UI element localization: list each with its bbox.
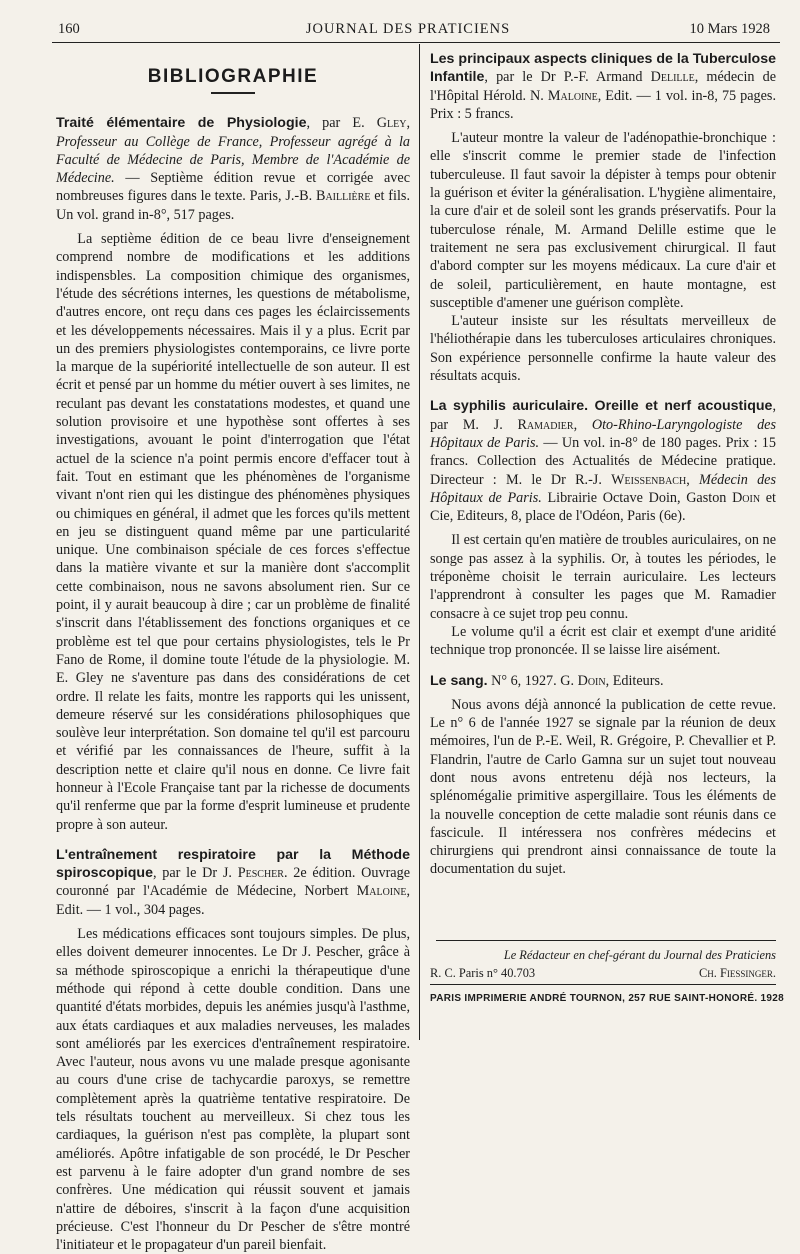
citation-part: Librairie Octave Doin, Gaston bbox=[541, 489, 733, 506]
citation-part: Gley bbox=[376, 115, 407, 132]
citation-part: , bbox=[686, 471, 699, 488]
left-column-content bbox=[56, 114, 410, 1254]
issue-date: 10 Mars 1928 bbox=[689, 21, 770, 37]
citation-part: Médecin des Hôpitaux de Paris. bbox=[430, 471, 776, 506]
citation-part: . 2e édition. Ouvrage couronné par l'Académie de Médecine, Norbert bbox=[56, 865, 410, 900]
review-title: La syphilis auriculaire. Oreille et nerf acoustique bbox=[430, 398, 773, 415]
review-entry bbox=[430, 672, 776, 879]
review-citation bbox=[430, 672, 776, 690]
review-title: Traité élémentaire de Physiologie bbox=[56, 115, 307, 132]
right-column-content bbox=[430, 50, 776, 879]
journal-title: JOURNAL DES PRATICIENS bbox=[305, 21, 511, 37]
citation-part: , par M. J. bbox=[430, 398, 776, 433]
review-entry bbox=[56, 114, 410, 834]
review-entry bbox=[430, 397, 776, 659]
citation-part: , Edit. — 1 vol., 304 pages. bbox=[56, 883, 410, 918]
editor-line: Le Rédacteur en chef-gérant du Journal des Praticiens bbox=[503, 948, 776, 962]
review-citation bbox=[430, 50, 776, 123]
section-heading: BIBLIOGRAPHIE bbox=[147, 66, 319, 87]
review-paragraph: Les médications efficaces sont toujours simples. De plus, elles doivent demeurer innocentes. Le Dr J. Pescher, grâce à sa méthode spiroscopique a enrichi la thérapeutique d'une méthode qui répond à cette double condition. Dans une quantité d'états morbides, depuis les anémies jusqu'à l'asthme, aux états cardiaques et aux maladies nerveuses, les malades sont améliorés par les exercices d'entraînement respiratoire. Avec l'auteur, nous avons vu une malade presque agonisante au cours d'une crise de tachycardie paroxys, se remettre complètement après la quatrième tentative respiratoire. De tels résultats touchent au merveilleux. Si chez tous les cardiaques, la guérison n'est pas complète, la plupart sont améliorés. Apôtre infatigable de son procédé, le Dr Pescher est parvenu à le faire adopter d'un grand nombre de ses confrères. Une médication qui réussit souvent et jamais n'attire de déboires, s'inscrit à la façon d'une acquisition précieuse. C'est l'honneur du Dr Pescher de s'être montré l'initiateur et le propagateur d'un pareil bienfait. bbox=[56, 926, 410, 1254]
citation-part: Ramadier bbox=[517, 416, 574, 433]
editor-name: Ch. Fiessinger. bbox=[699, 966, 776, 981]
citation-part: Doin bbox=[732, 489, 761, 506]
citation-part: Maloine bbox=[547, 87, 598, 104]
review-paragraph: L'auteur montre la valeur de l'adénopathie-bronchique : elle s'inscrit comme le premier stade de l'infection tuberculeuse. Il faut savoir la dépister à temps pour obtenir la guérison et éviter la généralisation. L'hygiène alimentaire, la cure d'air et de soleil sont les grands préservatifs. Pour la tuberculose rénale, M. Armand Delille estime que le traitement ne sera pas exclusivement chirurgical. Il faut d'abord compter sur les moyens médicaux. La cure d'air et de soleil, particulièrement, en haute montagne, est susceptible d'amener une guérison complète. bbox=[430, 130, 776, 311]
registry-number: R. C. Paris n° 40.703 bbox=[430, 966, 536, 981]
citation-part: , Edit. — 1 vol. in-8, 75 pages. Prix : 5 francs. bbox=[430, 87, 776, 122]
citation-part: Doin bbox=[577, 672, 606, 689]
review-citation bbox=[56, 114, 410, 224]
citation-part: Professeur au Collège de France, Professeur agrégé à la Faculté de Médecine de Paris, Membre de l'Académie de Médecine. bbox=[56, 133, 410, 187]
citation-part: , par le Dr P.-F. Armand bbox=[484, 69, 651, 86]
review-paragraph: La septième édition de ce beau livre d'enseignement comprend nombre de modifications et les additions indispensbles. La composition chimique des organismes, l'étude des sécrétions internes, les questions de métabolisme, d'autres encore, ont reçu dans ces pages les éclaircissements et les développements nécessaires. Mais il y a plus. Ecrit par un des premiers physiologistes contemporains, ce livre porte la marque de la supériorité intellectuelle de son auteur. Il est écrit et pensé par un homme du métier ouvert à ses limites, ne reculant pas devant les constatations modestes, et quand une solution provisoire et une hypothèse sont offertes à ses investigations, avouant le point d'interrogation que l'état actuel de la science n'a point permis encore d'effacer tout à fait. Tout en estimant que les phénomènes de l'organisme vivant n'ont rien qui les distingue des phénomènes physiques ou chimiques en général, il admet que les forces qu'ils mettent en jeu se distinguent quand même par une particularité unique. Une combinaison spéciale de ces forces s'effectue dans la matière vivante et sur la manière dont s'accomplit cette combinaison, nous ne savons absolument rien. Sur ce point, il y aurait beaucoup à dire ; car un problème de finalité s'inscrit dans l'établissement des fonctions organiques et ce problème est tel que pour certains physiologistes, tels le Pr Fano de Rome, il domine toute l'étude de la physiologie. M. E. Gley ne s'aventure pas dans des considérations de cet ordre. Il relate les faits, montre les rapports qui les unissent, demeure réservé sur les considérations philosophiques que soulève leur interprétation. Son domaine tel qu'il est parcouru et vérifié par les connaissances de l'heure, suffit à la description nette et claire qu'il nous en donne. Ce livre fait honneur à l'Ecole Française tant par la richesse de documents qu'il renferme que par la forme d'esprit lumineuse et prudente propre à son auteur. bbox=[56, 231, 410, 833]
page-number: 160 bbox=[58, 21, 80, 37]
review-paragraph: Il est certain qu'en matière de troubles auriculaires, on ne songe pas assez à la syphilis. Or, à toutes les périodes, le tréponème choisit le terrain auriculaire. Les lecteurs l'apprendront à consulter les pages que M. Ramadier consacre à ce sujet trop peu connu. bbox=[430, 532, 776, 622]
signature-rule bbox=[436, 940, 776, 941]
citation-part: Delille bbox=[650, 69, 695, 86]
citation-part: , bbox=[573, 416, 592, 433]
column-divider bbox=[419, 44, 420, 1040]
citation-part: Weissenbach bbox=[611, 471, 687, 488]
heading-rule bbox=[211, 92, 255, 94]
citation-part: — Un vol. in-8° de 180 pages. Prix : 15 francs. Collection des Actualités de Médecine pratique. Directeur : M. le Dr R.-J. bbox=[430, 434, 776, 488]
review-title: Les principaux aspects cliniques de la Tuberculose Infantile bbox=[430, 51, 776, 86]
review-entry bbox=[430, 50, 776, 385]
review-citation bbox=[56, 846, 410, 919]
citation-part: , par E. bbox=[306, 115, 377, 132]
left-column bbox=[56, 50, 410, 1254]
header-rule bbox=[52, 42, 780, 43]
citation-part: et fils. Un vol. grand in-8°, 517 pages. bbox=[56, 188, 410, 223]
review-paragraph: Nous avons déjà annoncé la publication de cette revue. Le n° 6 de l'année 1927 se signale par la réunion de deux mémoires, l'un de P.-E. Weil, R. Grégoire, P. Chevallier et P. Flandrin, l'autre de Carlo Gamna sur un sujet tout nouveau dont nous avons entretenu déjà nos lecteurs, la splénomégalie primitive aspergillaire. Tous les éléments de la nouvelle conception de cette maladie sont réunis dans ce fascicule. Il intéressera nos confrères médecins et chirurgiens qui prendront ainsi connaissance de toute la documentation du sujet. bbox=[430, 696, 776, 878]
review-title: L'entraînement respiratoire par la Méthode spiroscopique bbox=[56, 846, 410, 882]
citation-part: Baillière bbox=[315, 188, 371, 205]
review-gap bbox=[430, 660, 776, 672]
citation-part: Pescher bbox=[237, 865, 284, 882]
citation-part: , bbox=[406, 115, 410, 132]
running-header bbox=[30, 20, 786, 40]
review-gap bbox=[430, 385, 776, 397]
citation-part: N° 6, 1927. G. bbox=[487, 672, 578, 689]
editor-signature bbox=[430, 946, 776, 983]
printer-imprint: PARIS IMPRIMERIE ANDRÉ TOURNON, 257 RUE SAINT-HONORÉ. 1928 bbox=[430, 993, 784, 1004]
review-gap bbox=[56, 834, 410, 846]
citation-part: , par le Dr J. bbox=[152, 865, 238, 882]
right-column bbox=[430, 50, 776, 879]
citation-part: et Cie, Editeurs, 8, place de l'Odéon, Paris (6e). bbox=[430, 489, 776, 525]
imprint-rule bbox=[430, 984, 776, 985]
citation-part: — Septième édition revue et corrigée avec nombreuses figures dans le texte. Paris, J.-B. bbox=[56, 170, 410, 205]
citation-part: Oto-Rhino-Laryngologiste des Hôpitaux de Paris. bbox=[430, 416, 776, 451]
review-paragraph: L'auteur insiste sur les résultats merveilleux de l'héliothérapie dans les tuberculoses articulaires chroniques. Son expérience personnelle confirme la haute valeur des résultats acquis. bbox=[430, 313, 776, 385]
citation-part: , médecin de l'Hôpital Hérold. N. bbox=[430, 69, 776, 104]
review-title: Le sang. bbox=[430, 672, 488, 689]
citation-part: Maloine bbox=[356, 883, 407, 900]
citation-part: , Editeurs. bbox=[605, 672, 664, 689]
review-citation bbox=[430, 397, 776, 525]
review-paragraph: Le volume qu'il a écrit est clair et exempt d'une aridité technique trop prononcée. Il se laisse lire aisément. bbox=[430, 623, 776, 659]
review-entry bbox=[56, 846, 410, 1254]
